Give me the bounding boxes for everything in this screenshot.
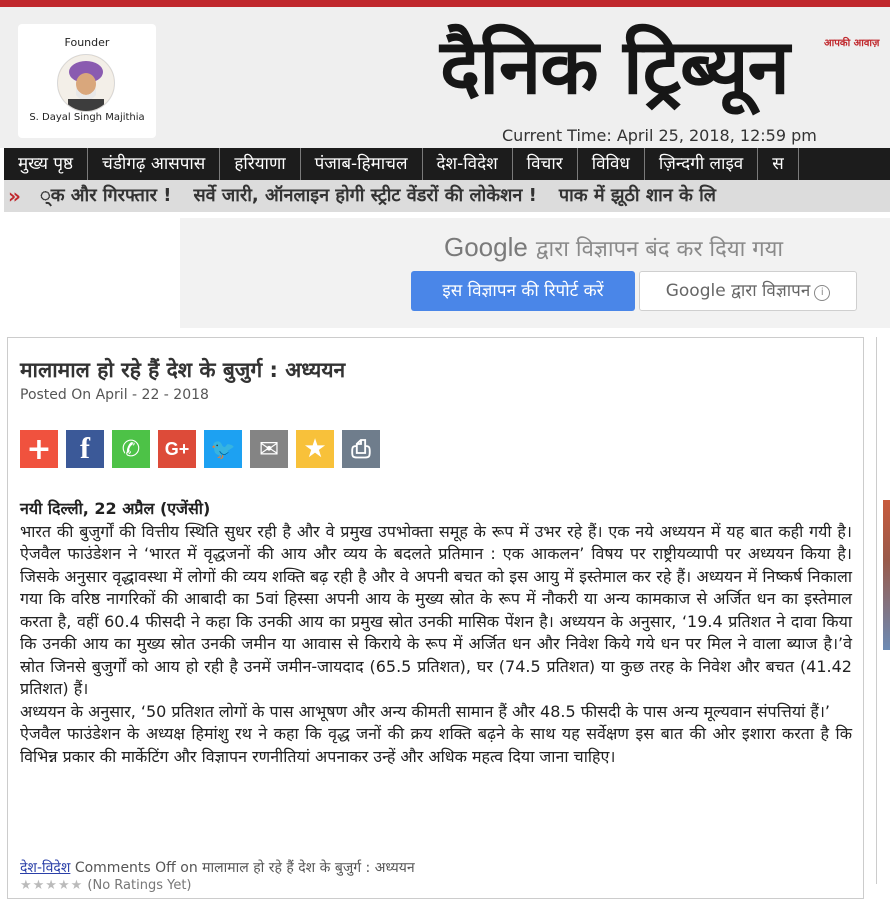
google-plus-icon[interactable]: G+ bbox=[158, 430, 196, 468]
print-icon[interactable]: ⎙ bbox=[342, 430, 380, 468]
news-ticker bbox=[4, 180, 890, 212]
ad-slot bbox=[180, 218, 890, 328]
ads-by-google-label: Google द्वारा विज्ञापन bbox=[665, 281, 811, 301]
posted-date: Posted On April - 22 - 2018 bbox=[20, 387, 209, 403]
rating-stars[interactable] bbox=[20, 878, 192, 893]
site-header bbox=[0, 7, 890, 148]
nav-item-more[interactable]: स bbox=[758, 148, 799, 180]
ticker-item[interactable]: सर्वे जारी, ऑनलाइन होगी स्ट्रीट वेंडरों की लोकेशन ! bbox=[193, 185, 537, 206]
ticker-item[interactable]: पाक में झूठी शान के लि bbox=[558, 185, 716, 206]
favorite-star-icon[interactable]: ★ bbox=[296, 430, 334, 468]
comments-status: Comments Off on मालामाल हो रहे हैं देश के बुजुर्ग : अध्ययन bbox=[74, 860, 415, 876]
article-dateline: नयी दिल्ली, 22 अप्रैल (एजेंसी) bbox=[20, 499, 211, 518]
article-paragraph: अध्ययन के अनुसार, ‘50 प्रतिशत लोगों के पास आभूषण और अन्य कीमती सामान हैं और 48.5 फीसदी के पास अन्य मूल्यवान संपत्तियां हैं।’ bbox=[20, 701, 830, 721]
founder-label: Founder bbox=[64, 36, 110, 49]
article-paragraph: ऐजवैल फाउंडेशन के अध्यक्ष हिमांशु रथ ने कहा कि वृद्ध जनों की क्रय शक्ति बढ़ने के साथ यह सर्वेक्षण इस बात की ओर इशारा करता है कि विभिन्न प्रकार की मार्केटिंग और विज्ञापन रणनीतियां अपनाकर उन्हें और अधिक महत्व दिया जाना चाहिए। bbox=[20, 724, 852, 766]
site-logo[interactable]: दैनिक ट्रिब्यून bbox=[440, 22, 789, 111]
article-title[interactable]: मालामाल हो रहे हैं देश के बुजुर्ग : अध्ययन bbox=[20, 358, 346, 382]
main-navigation bbox=[4, 148, 890, 180]
nav-item-home[interactable]: मुख्य पृष्ठ bbox=[4, 148, 88, 180]
ticker-item[interactable]: ्क और गिरफ्तार ! bbox=[40, 185, 172, 206]
founder-name: S. Dayal Singh Majithia bbox=[29, 112, 145, 123]
article-footer bbox=[20, 858, 415, 877]
nav-item-haryana[interactable]: हरियाणा bbox=[220, 148, 300, 180]
twitter-icon[interactable]: 🐦 bbox=[204, 430, 242, 468]
ad-closed-text: द्वारा विज्ञापन बंद कर दिया गया bbox=[535, 237, 784, 262]
sidebar-image[interactable] bbox=[883, 500, 890, 650]
ad-closed-message bbox=[444, 232, 783, 263]
nav-item-vichar[interactable]: विचार bbox=[513, 148, 578, 180]
nav-item-chandigarh[interactable]: चंडीगढ़ आसपास bbox=[88, 148, 220, 180]
current-time: Current Time: April 25, 2018, 12:59 pm bbox=[502, 126, 817, 145]
nav-item-vividh[interactable]: विविध bbox=[578, 148, 645, 180]
founder-card[interactable] bbox=[18, 24, 156, 138]
top-accent-bar bbox=[0, 0, 890, 7]
founder-portrait-image bbox=[57, 54, 115, 112]
nav-item-punjab-himachal[interactable]: पंजाब-हिमाचल bbox=[301, 148, 423, 180]
double-chevron-icon: » bbox=[8, 184, 17, 208]
logo-tagline: आपकी आवाज़ bbox=[824, 38, 880, 49]
addthis-plus-icon[interactable]: + bbox=[20, 430, 58, 468]
facebook-icon[interactable]: f bbox=[66, 430, 104, 468]
whatsapp-icon[interactable]: ✆ bbox=[112, 430, 150, 468]
email-icon[interactable]: ✉ bbox=[250, 430, 288, 468]
article-body bbox=[20, 498, 852, 768]
star-rating-icon[interactable]: ★★★★★ bbox=[20, 878, 84, 893]
info-icon: i bbox=[814, 285, 830, 301]
article-paragraph: भारत की बुजुर्गों की वित्तीय स्थिति सुधर रही है और वे प्रमुख उपभोक्ता समूह के रूप में उभर रहे हैं। एक नये अध्ययन में यह बात कही गयी है। ऐजवैल फाउंडेशन ने ‘भारत में वृद्धजनों की आय और व्यय के बदलते प्रतिमान : एक आकलन’ विषय पर राष्ट्रीयव्यापी पर अध्ययन किया है। जिसके अनुसार वृद्धावस्था में लोगों की व्यय शक्ति बढ़ रही है और वे अपनी बचत को इस आयु में इस्तेमाल कर रहे हैं। अध्ययन में निष्कर्ष निकाला गया कि वरिष्ठ नागरिकों की आबादी का 5वां हिस्सा अपनी आय के मुख्य स्रोत के रूप में नौकरी या अन्य कामकाज से अर्जित धन का इस्तेमाल करता है, वहीं 60.4 फीसदी ने कहा कि उनकी आय का प्रमुख स्रोत उनकी मासिक पेंशन है। अध्ययन के अनुसार, ‘19.4 प्रतिशत ने दावा किया कि उनकी आय का मुख्य स्रोत उनकी जमीन या आवास से किराये के रूप में अर्जित धन और निवेश किये गये धन पर मिल ने वाला ब्याज है।’वे स्रोत जिनसे बुजुर्गों को आय हो रही है उनमें जमीन-जायदाद (65.5 प्रतिशत), घर (74.5 प्रतिशत) या कुछ तरह के निवेश और बचत (41.42 प्रतिशत) हैं। bbox=[20, 521, 852, 698]
report-ad-button[interactable]: इस विज्ञापन की रिपोर्ट करें bbox=[411, 271, 635, 311]
article-card bbox=[7, 337, 864, 899]
ratings-text: (No Ratings Yet) bbox=[87, 878, 192, 893]
category-link[interactable]: देश-विदेश bbox=[20, 860, 71, 876]
nav-item-desh-videsh[interactable]: देश-विदेश bbox=[423, 148, 513, 180]
google-wordmark: Google bbox=[444, 232, 528, 262]
nav-item-zindagi-live[interactable]: ज़िन्दगी लाइव bbox=[645, 148, 758, 180]
ads-by-google-button[interactable] bbox=[639, 271, 857, 311]
